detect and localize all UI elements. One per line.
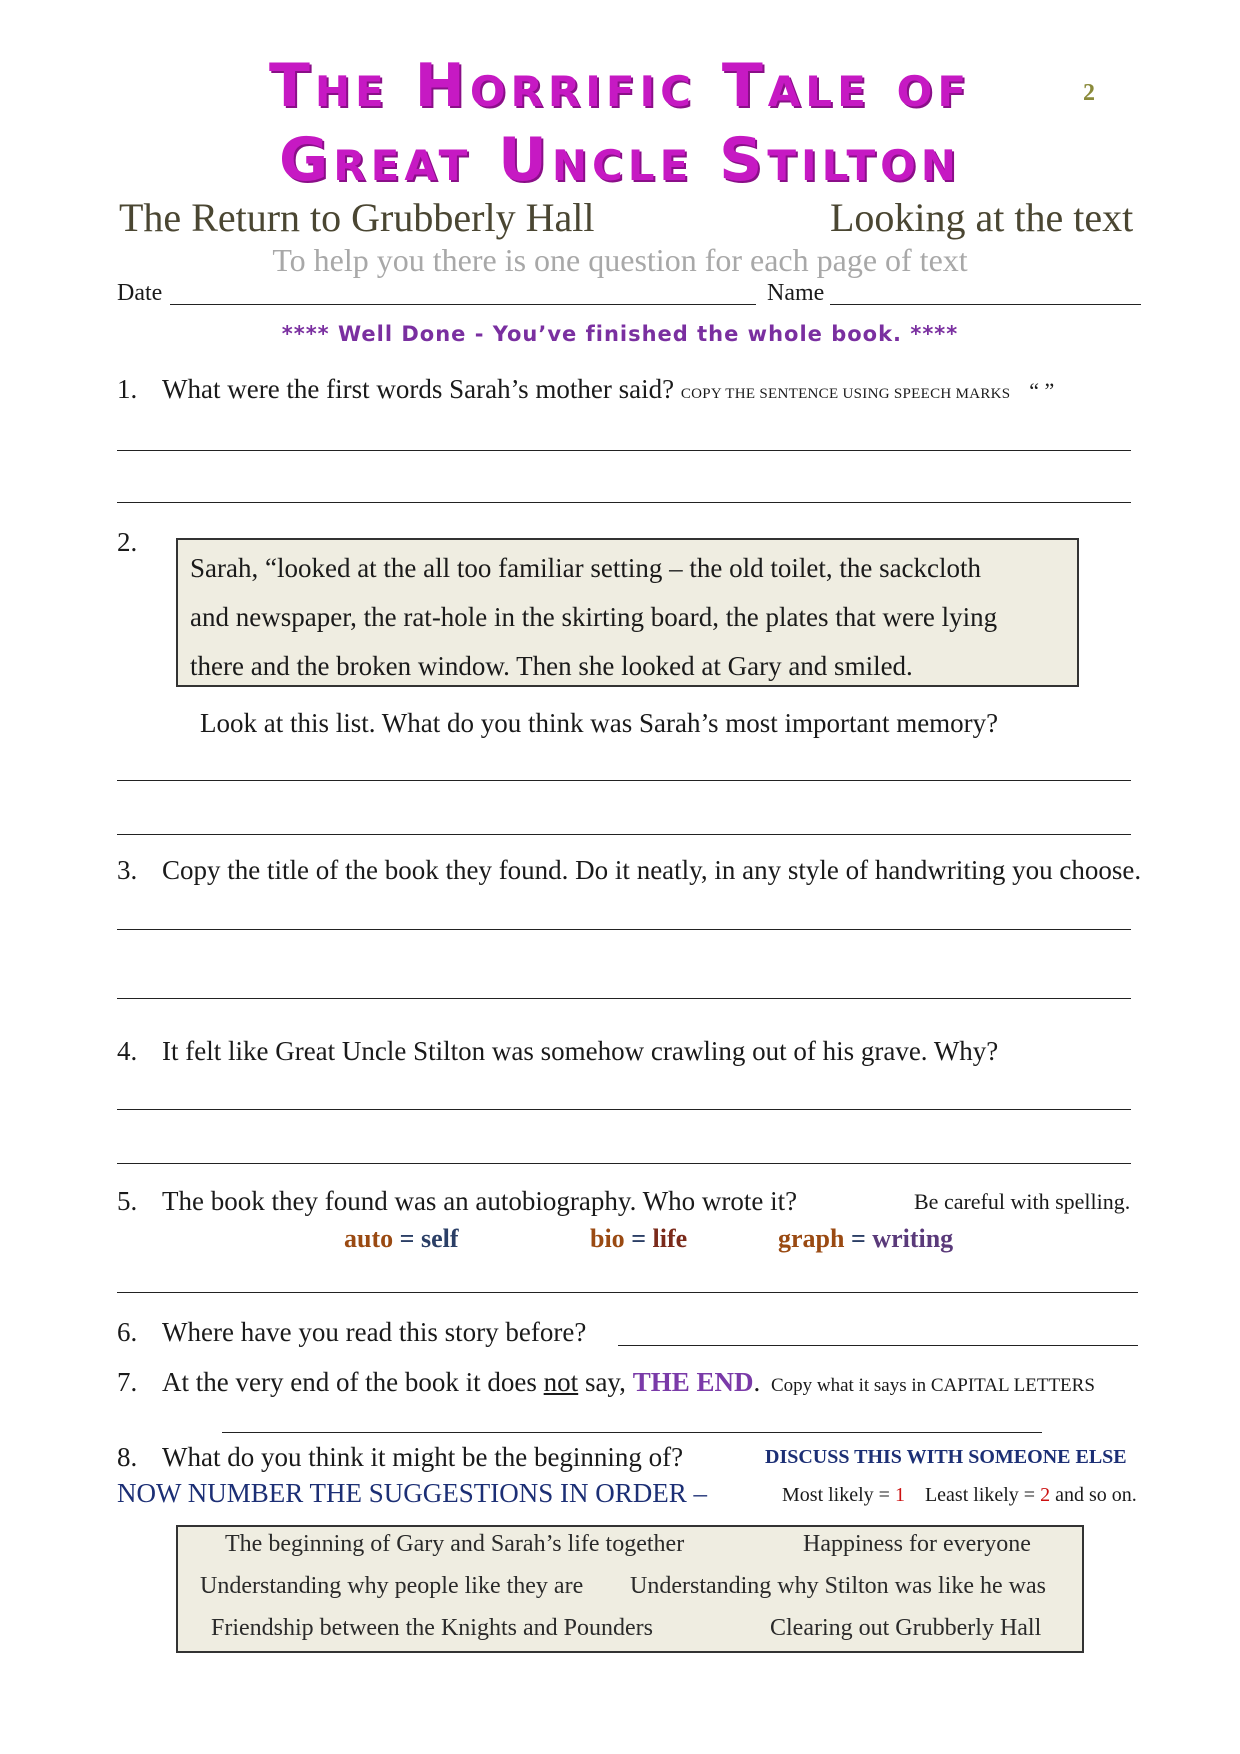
word-part-auto: auto = self <box>344 1224 459 1253</box>
question-number: 4. <box>117 1036 138 1066</box>
speech-marks: “ ” <box>1029 378 1055 403</box>
word-part-graph: graph = writing <box>778 1224 954 1253</box>
hint-text: To help you there is one question for each page of text <box>272 242 968 278</box>
answer-line[interactable] <box>618 1345 1138 1346</box>
question-number: 2. <box>117 527 138 557</box>
quote-line: there and the broken window. Then she looked at Gary and smiled. <box>190 651 913 681</box>
the-end-text: THE END <box>632 1367 754 1397</box>
quote-line: Sarah, “looked at the all too familiar setting – the old toilet, the sackcloth <box>190 553 982 583</box>
question-text: It felt like Great Uncle Stilton was somehow crawling out of his grave. Why? <box>162 1036 999 1066</box>
question-text: What were the first words Sarah’s mother said? <box>162 374 675 404</box>
worksheet-title-line-2: Great Uncle Stilton <box>279 125 961 195</box>
answer-line[interactable] <box>222 1432 1042 1433</box>
numbering-instruction: NOW NUMBER THE SUGGESTIONS IN ORDER – <box>117 1478 708 1508</box>
answer-line[interactable] <box>117 929 1131 930</box>
subtitle-chapter: The Return to Grubberly Hall <box>119 195 595 240</box>
answer-line[interactable] <box>117 502 1131 503</box>
answer-line[interactable] <box>117 1109 1131 1110</box>
answer-line[interactable] <box>117 834 1131 835</box>
suggestion-item[interactable]: Friendship between the Knights and Pounders <box>211 1615 653 1641</box>
question-note: COPY THE SENTENCE USING SPEECH MARKS <box>680 386 1011 402</box>
name-label: Name <box>767 280 825 306</box>
answer-line[interactable] <box>117 998 1131 999</box>
question-number: 1. <box>117 374 138 404</box>
word-part-bio: bio = life <box>590 1224 688 1253</box>
page-number: 2 <box>1083 80 1095 106</box>
suggestion-item[interactable]: Understanding why Stilton was like he was <box>630 1573 1046 1599</box>
suggestion-item[interactable]: Clearing out Grubberly Hall <box>770 1615 1042 1641</box>
suggestion-item[interactable]: Understanding why people like they are <box>200 1573 584 1599</box>
discuss-note: DISCUSS THIS WITH SOMEONE ELSE <box>765 1446 1127 1468</box>
date-label: Date <box>117 280 163 306</box>
question-number: 6. <box>117 1317 138 1347</box>
subtitle-section: Looking at the text <box>830 195 1134 240</box>
answer-line[interactable] <box>117 1163 1131 1164</box>
suggestion-item[interactable]: Happiness for everyone <box>803 1531 1031 1557</box>
question-text: Copy the title of the book they found. Do it neatly, in any style of handwriting you choose. <box>162 855 1142 885</box>
question-number: 8. <box>117 1442 138 1472</box>
question-number: 7. <box>117 1367 138 1397</box>
emphasis-not: not <box>543 1367 579 1397</box>
question-note: Be careful with spelling. <box>914 1189 1131 1214</box>
question-text: What do you think it might be the beginning of? <box>162 1442 684 1472</box>
suggestions-box <box>176 1525 1084 1653</box>
quote-box <box>176 538 1079 687</box>
date-answer-line[interactable] <box>170 304 756 305</box>
answer-line[interactable] <box>117 780 1131 781</box>
likelihood-key: Most likely = 1 Least likely = 2 and so on. <box>782 1484 1137 1506</box>
quote-line: and newspaper, the rat-hole in the skirting board, the plates that were lying <box>190 602 998 632</box>
well-done-banner: **** Well Done - You’ve finished the whole book. **** <box>281 322 959 346</box>
question-2-prompt: Look at this list. What do you think was Sarah’s most important memory? <box>200 708 999 738</box>
question-text: At the very end of the book it does <box>162 1367 544 1397</box>
question-text: The book they found was an autobiography. Who wrote it? <box>162 1186 798 1216</box>
question-number: 5. <box>117 1186 138 1216</box>
question-number: 3. <box>117 855 138 885</box>
worksheet-title-line-1: The Horrific Tale of <box>268 51 972 121</box>
suggestion-item[interactable]: The beginning of Gary and Sarah’s life together <box>225 1531 685 1557</box>
answer-line[interactable] <box>117 1292 1138 1293</box>
answer-line[interactable] <box>117 450 1131 451</box>
name-answer-line[interactable] <box>830 304 1141 305</box>
question-note: Copy what it says in CAPITAL LETTERS <box>770 1375 1095 1396</box>
question-text: Where have you read this story before? <box>162 1317 587 1347</box>
